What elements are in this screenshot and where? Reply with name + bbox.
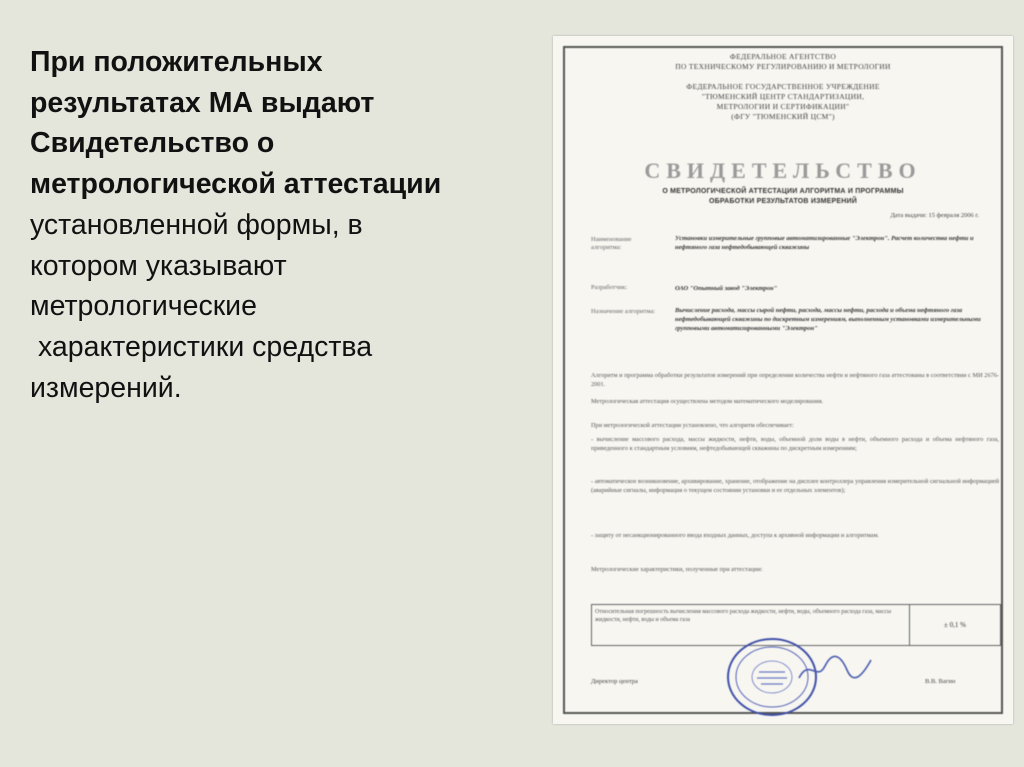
text-line-1: При положительных xyxy=(30,46,323,78)
text-line-5: установленной формы, в xyxy=(30,208,363,241)
cert-para-5: - автоматическое возникновение, архивирование, хранение, отображение на дисплее контроллера управления измерительной сигнальной информацией (аварийные сигналы, информация о текущем состоянии установки и ее отдельных элементов); xyxy=(591,478,999,494)
cert-field3-value: Вычисление расхода, массы сырой нефти, расхода, массы нефти, расхода и объема нефтяного газа нефтедобывающей скважины по дискретным измерениям, выполненным установками измерительными групповыми автоматизированными "Электрон" xyxy=(675,307,981,332)
cert-header-2: ПО ТЕХНИЧЕСКОМУ РЕГУЛИРОВАНИЮ И МЕТРОЛОГИИ xyxy=(675,62,891,71)
cert-footer-right: В.В. Вагин xyxy=(925,678,956,685)
cert-header-5: МЕТРОЛОГИИ И СЕРТИФИКАЦИИ" xyxy=(716,102,850,111)
cert-header-3: ФЕДЕРАЛЬНОЕ ГОСУДАРСТВЕННОЕ УЧРЕЖДЕНИЕ xyxy=(686,82,880,91)
text-line-8: характеристики средства xyxy=(38,330,373,363)
cert-para-4: - вычисление массового расхода, массы жидкости, нефти, воды, объемной доли воды в нефти, объемного расхода и объема нефтяного газа, приведенного к стандартным условиям, нефтедобывающей скважины по дискретным измерениям; xyxy=(591,436,999,452)
cert-field1-label: Наименование алгоритма: xyxy=(591,236,632,251)
certificate-image xyxy=(553,36,1013,724)
certificate-border xyxy=(563,46,1003,714)
cert-field1-value: Установки измерительные групповые автоматизированные "Электрон". Расчет количества нефти и нефтяного газа нефтедобывающей скважины xyxy=(675,235,974,251)
cert-footer-left: Директор центра xyxy=(591,678,638,685)
cert-field2-value: ОАО "Опытный завод "Электрон" xyxy=(675,285,778,292)
cert-header-6: (ФГУ "ТЮМЕНСКИЙ ЦСМ") xyxy=(731,112,835,121)
text-line-9: измерений. xyxy=(30,371,182,404)
cert-para-2: Метрологическая аттестация осуществлена методом математического моделирования. xyxy=(591,398,824,405)
cert-field3-label: Назначение алгоритма: xyxy=(591,308,656,315)
text-line-7: метрологические xyxy=(30,290,257,323)
text-line-6: котором указывают xyxy=(30,249,287,282)
cert-subtitle-1: О МЕТРОЛОГИЧЕСКОЙ АТТЕСТАЦИИ АЛГОРИТМА И ПРОГРАММЫ xyxy=(662,188,904,195)
cert-table-value: ± 0,1 % xyxy=(944,621,966,629)
signature-icon xyxy=(795,648,875,688)
text-line-4: метрологической аттестации xyxy=(30,168,442,201)
text-line-3: Свидетельство о xyxy=(30,127,275,160)
cert-header-1: ФЕДЕРАЛЬНОЕ АГЕНТСТВО xyxy=(729,52,837,61)
cert-para-1: Алгоритм и программа обработки результатов измерений при определении количества нефти и нефтяного газа аттестованы в соответствии с МИ 2676-2001. xyxy=(591,372,999,388)
cert-title: СВИДЕТЕЛЬСТВО xyxy=(644,158,922,183)
cert-para-3: При метрологической аттестации установлено, что алгоритм обеспечивает: xyxy=(591,422,794,429)
slide-text xyxy=(30,42,535,408)
cert-subtitle-2: ОБРАБОТКИ РЕЗУЛЬТАТОВ ИЗМЕРЕНИЙ xyxy=(708,198,858,205)
cert-para-7: Метрологические характеристики, полученные при аттестации: xyxy=(591,566,763,573)
cert-field2-label: Разработчик: xyxy=(591,284,628,291)
cert-para-6: - защиту от несанкционированного ввода входных данных, доступа к архивной информации и алгоритмам. xyxy=(591,532,880,539)
cert-table-desc: Относительная погрешность вычисления массового расхода жидкости, нефти, воды, объемного расхода газа, массы жидкости, нефти, воды и объема газа xyxy=(592,605,910,645)
cert-date: Дата выдачи: 15 февраля 2006 г. xyxy=(890,212,979,219)
text-line-2: результатах МА выдают xyxy=(30,86,375,119)
cert-header-4: "ТЮМЕНСКИЙ ЦЕНТР СТАНДАРТИЗАЦИИ, xyxy=(701,92,865,101)
